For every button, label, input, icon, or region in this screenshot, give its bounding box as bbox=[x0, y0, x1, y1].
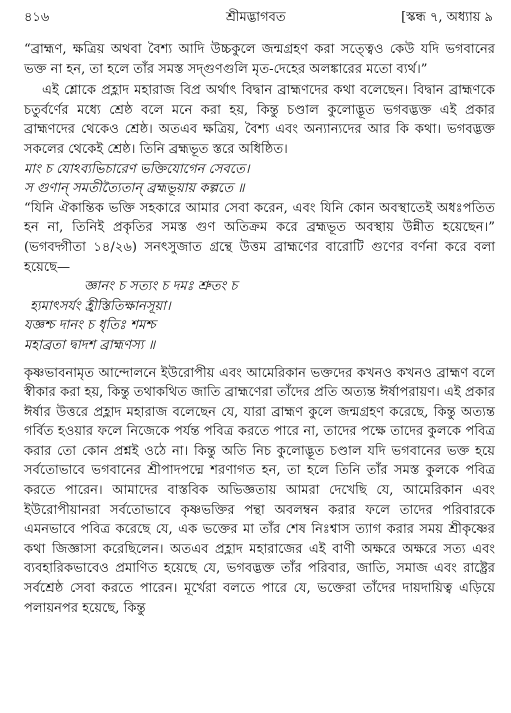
section-reference: [স্কন্ধ ৭, অধ্যায় ৯ bbox=[401, 10, 493, 25]
translation-paragraph: “যিনি ঐকান্তিক ভক্তি সহকারে আমার সেবা করেন, এবং যিনি কোন অবস্থাতেই অধঃপতিত হন না, তিনিই প্রকৃতির সমস্ত গুণ অতিক্রম করে ব্রহ্মভূত অবস্থায় উন্নীত হয়েছেন।” (ভগবদ্গীতা ১৪/২৬) সনৎসুজাত গ্রন্থে উত্তম ব্রাহ্মণের বারোটি গুণের বর্ণনা করে বলা হয়েছে— bbox=[24, 200, 495, 275]
quote-block: “ব্রাহ্মণ, ক্ষত্রিয় অথবা বৈশ্য আদি উচ্চকুলে জন্মগ্রহণ করা সত্ত্বেও কেউ যদি ভগবানের ভক্ত না হন, তা হলে তাঁর সমস্ত সদ্গুণগুলি মৃত-দেহের অলঙ্কারের মতো ব্যর্থ।” bbox=[24, 42, 495, 77]
verse-line: মাং চ যোঽব্যভিচারেণ ভক্তিযোগেন সেবতে। bbox=[24, 161, 250, 177]
verse-line: জ্ঞানং চ সত্যং চ দমঃ শ্রুতং চ bbox=[84, 279, 238, 295]
page-number: ৪১৬ bbox=[24, 10, 50, 25]
body-paragraph: কৃষ্ণভাবনামৃত আন্দোলনে ইউরোপীয় এবং আমেরিকান ভক্তদের কখনও কখনও ব্রাহ্মণ বলে স্বীকার করা হয়, কিন্তু তথাকথিত জাতি ব্রাহ্মণেরা তাঁদের প্রতি অত্যন্ত ঈর্ষাপরায়ণ। এই প্রকার ঈর্ষার উত্তরে প্রহ্লাদ মহারাজ বলেছেন যে, যারা ব্রাহ্মণ কুলে জন্মগ্রহণ করেছে, কিন্তু অত্যন্ত গর্বিত হওয়ার ফলে নিজেকে পর্যন্ত পবিত্র করতে পারে না, তাদের পক্ষে তাদের কুলকে পবিত্র করার তো কোন প্রশ্নই ওঠে না। কিন্তু অতি নিচ কুলোদ্ভূত চণ্ডাল যদি ভগবানের ভক্ত হয়ে সর্বতোভাবে ভগবানের শ্রীপাদপদ্মে শরণাগত হন, তা হলে তিনি তাঁর সমস্ত কুলকে পবিত্র করতে পারেন। আমাদের বাস্তবিক অভিজ্ঞতায় আমরা দেখেছি যে, আমেরিকান এবং ইউরোপীয়ানরা সর্বতোভাবে কৃষ্ণভক্তির পন্থা অবলম্বন করার ফলে তাদের পরিবারকে এমনভাবে পবিত্র করেছে যে, এক ভক্তের মা তাঁর শেষ নিঃশ্বাস ত্যাগ করার সময় শ্রীকৃষ্ণের কথা জিজ্ঞাসা করেছিলেন। অতএব প্রহ্লাদ মহারাজের এই বাণী অক্ষরে অক্ষরে সত্য এবং ব্যবহারিকভাবেও প্রমাণিত হয়েছে যে, ভগবদ্ভক্ত তাঁর পরিবার, জাতি, সমাজ এবং রাষ্ট্রের সর্বশ্রেষ্ঠ সেবা করতে পারেন। মূর্খেরা বলতে পারে যে, ভক্তেরা তাঁদের দায়দায়িত্ব এড়িয়ে পলায়নপর হয়েছে, কিন্তু bbox=[24, 365, 495, 616]
book-title: শ্রীমদ্ভাগবত bbox=[226, 10, 286, 25]
commentary-paragraph: এই শ্লোকে প্রহ্লাদ মহারাজ বিপ্র অর্থাৎ বিদ্বান ব্রাহ্মণদের কথা বলেছেন। বিদ্বান ব্রাহ্মণকে চতুর্বর্ণের মধ্যে শ্রেষ্ঠ বলে মনে করা হয়, কিন্তু চণ্ডাল কুলোদ্ভূত ভগবদ্ভক্ত এই প্রকার ব্রাহ্মণদের থেকেও শ্রেষ্ঠ। অতএব ক্ষত্রিয়, বৈশ্য এবং অন্যান্যদের আর কি কথা। ভগবদ্ভক্ত সকলের থেকেই শ্রেষ্ঠ। তিনি ব্রহ্মভূত স্তরে অধিষ্ঠিত। bbox=[24, 83, 495, 157]
page-body bbox=[24, 40, 495, 618]
verse-line: হ্যমাৎসর্যং হ্রীস্তিতিক্ষানসূয়া। bbox=[30, 298, 171, 314]
running-header bbox=[24, 8, 493, 30]
verse-line: যজ্ঞশ্চ দানং চ ধৃতিঃ শমশ্চ bbox=[24, 318, 156, 334]
verse-block-gita bbox=[24, 160, 495, 199]
verse-line: স গুণান্ সমতীত্যৈতান্ ব্রহ্মভূয়ায় কল্পতে ॥ bbox=[24, 181, 245, 197]
verse-block-sanatsujata bbox=[24, 277, 495, 355]
verse-line: মহাব্রতা দ্বাদশ ব্রাহ্মণস্য ॥ bbox=[24, 337, 156, 353]
